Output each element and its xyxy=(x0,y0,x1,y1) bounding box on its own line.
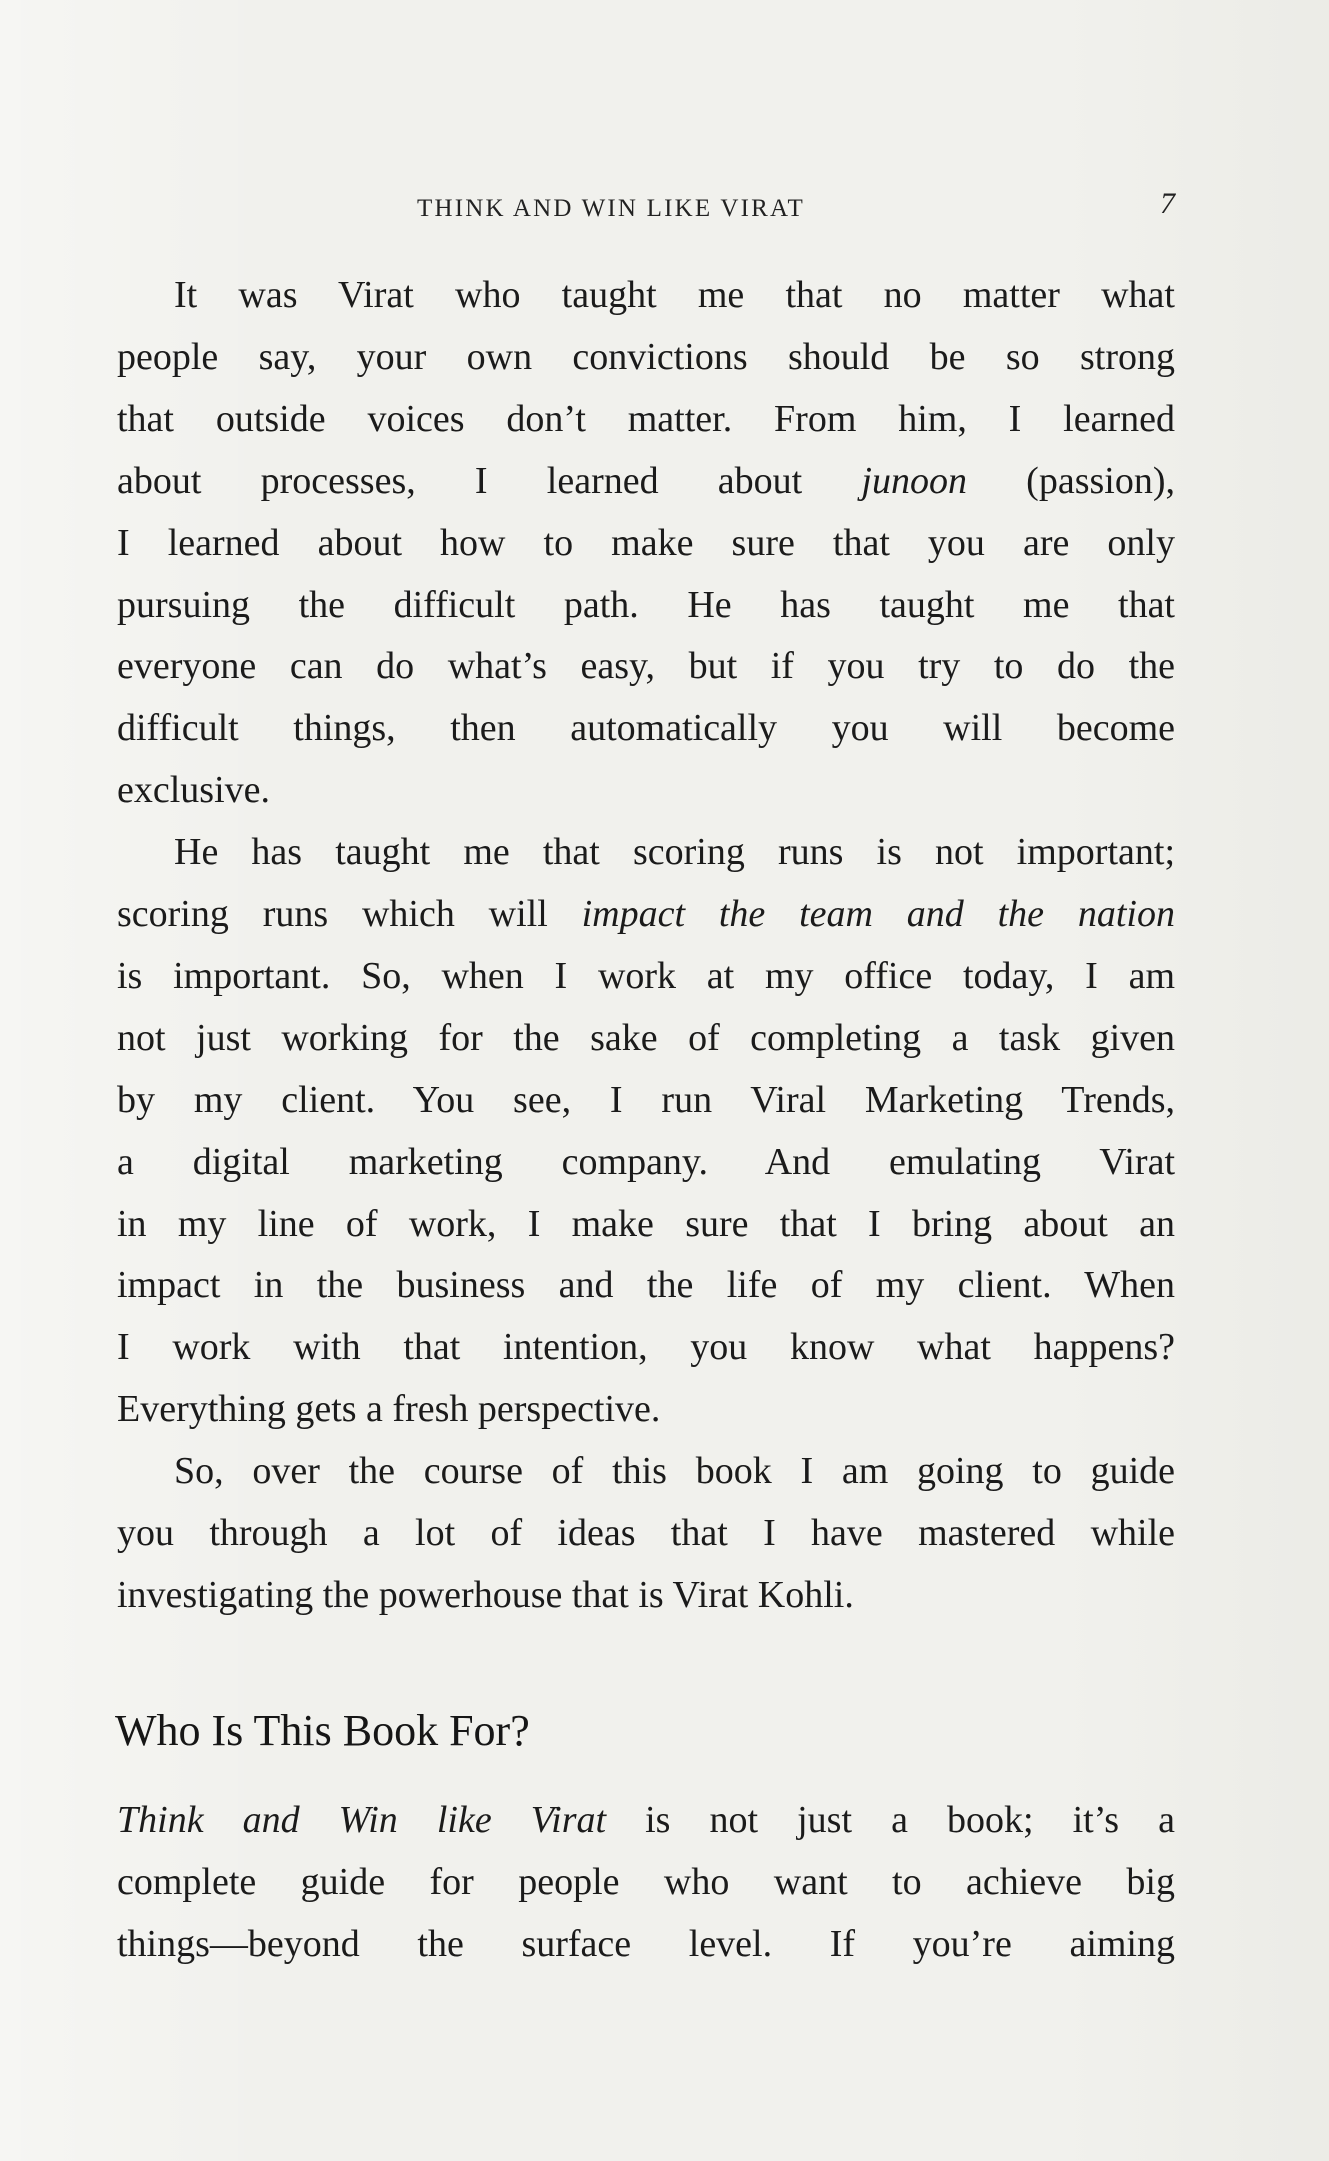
italic-text: junoon xyxy=(861,459,967,502)
text-run: pursuing the difficult path. He has taught me that xyxy=(117,583,1175,626)
text-line xyxy=(117,332,1175,382)
text-run: investigating the powerhouse that is Virat Kohli. xyxy=(117,1573,854,1616)
running-head: THINK AND WIN LIKE VIRAT xyxy=(417,195,805,222)
text-line xyxy=(117,456,1175,506)
text-line xyxy=(117,1199,1175,1249)
text-run: about processes, I learned about xyxy=(117,459,862,502)
italic-text: Think and Win like Virat xyxy=(117,1799,607,1841)
text-run: He has taught me that scoring runs is not important; xyxy=(174,831,1175,874)
text-run: that outside voices don’t matter. From him, I learned xyxy=(117,397,1175,440)
text-run: in my line of work, I make sure that I bring about an xyxy=(117,1202,1175,1245)
text-line xyxy=(117,518,1175,568)
text-run: people say, your own convictions should be so strong xyxy=(117,335,1175,378)
text-run: Everything gets a fresh perspective. xyxy=(117,1388,661,1431)
text-run: a digital marketing company. And emulating Virat xyxy=(117,1140,1175,1183)
text-line xyxy=(117,765,1175,815)
text-line xyxy=(117,1322,1175,1372)
text-line xyxy=(117,1857,1175,1907)
section-heading: Who Is This Book For? xyxy=(115,1706,530,1755)
text-line xyxy=(117,1508,1175,1558)
text-run: by my client. You see, I run Viral Marketing Trends, xyxy=(117,1078,1175,1121)
text-line xyxy=(117,641,1175,691)
text-run: I work with that intention, you know what happens? xyxy=(117,1326,1175,1369)
text-line xyxy=(117,1013,1175,1063)
text-run: everyone can do what’s easy, but if you try to do the xyxy=(117,645,1175,688)
text-run: scoring runs which will xyxy=(117,893,582,935)
text-run: (passion), xyxy=(966,459,1175,502)
text-run: impact in the business and the life of my client. When xyxy=(117,1264,1175,1307)
text-line xyxy=(117,1384,1175,1434)
text-run: is important. So, when I work at my office today, I am xyxy=(117,954,1175,997)
text-line xyxy=(117,889,1175,939)
text-run: complete guide for people who want to achieve big xyxy=(117,1860,1175,1903)
text-line xyxy=(117,1795,1175,1845)
text-line xyxy=(117,703,1175,753)
text-line xyxy=(117,1919,1175,1969)
text-run: So, over the course of this book I am going to guide xyxy=(174,1450,1175,1493)
text-line xyxy=(117,1260,1175,1310)
text-line xyxy=(117,1075,1175,1125)
text-run: you through a lot of ideas that I have mastered while xyxy=(117,1512,1175,1554)
text-run: is not just a book; it’s a xyxy=(606,1799,1175,1841)
text-line xyxy=(174,1446,1175,1496)
text-run: things—beyond the surface level. If you’re aiming xyxy=(117,1922,1175,1965)
text-line xyxy=(174,827,1175,877)
text-run: difficult things, then automatically you will become xyxy=(117,707,1175,750)
text-run: not just working for the sake of completing a task given xyxy=(117,1016,1175,1059)
text-line xyxy=(117,580,1175,630)
italic-text: impact the team and the nation xyxy=(581,893,1175,935)
text-line xyxy=(117,951,1175,1001)
text-line xyxy=(117,1137,1175,1187)
text-line xyxy=(117,394,1175,444)
text-line xyxy=(117,1570,1175,1620)
page-number: 7 xyxy=(1160,187,1175,220)
text-run: It was Virat who taught me that no matter what xyxy=(174,274,1175,316)
text-run: exclusive. xyxy=(117,769,271,812)
text-line xyxy=(174,270,1175,320)
text-run: I learned about how to make sure that you are only xyxy=(117,521,1175,564)
